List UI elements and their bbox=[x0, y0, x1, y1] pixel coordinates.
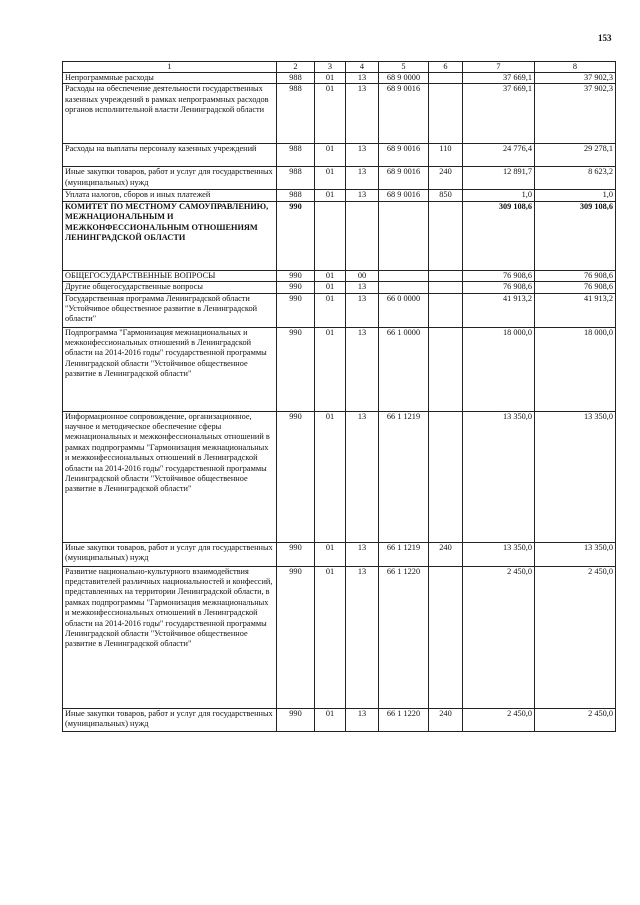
table-row bbox=[63, 144, 616, 167]
row-value-8: 1,0 bbox=[535, 190, 616, 201]
row-value-8: 41 913,2 bbox=[535, 293, 616, 327]
row-value-7: 13 350,0 bbox=[463, 542, 535, 566]
row-value-7: 2 450,0 bbox=[463, 708, 535, 731]
row-value-7: 309 108,6 bbox=[463, 201, 535, 270]
row-name: КОМИТЕТ ПО МЕСТНОМУ САМОУПРАВЛЕНИЮ, МЕЖНАЦИОНАЛЬНЫМ И МЕЖКОНФЕССИОНАЛЬНЫМ ОТНОШЕНИЯМ ЛЕНИНГРАДСКОЙ ОБЛАСТИ bbox=[63, 201, 277, 270]
row-code-2: 990 bbox=[277, 542, 315, 566]
row-code-2: 988 bbox=[277, 144, 315, 167]
row-value-8: 18 000,0 bbox=[535, 327, 616, 411]
table-row bbox=[63, 167, 616, 190]
row-value-8: 37 902,3 bbox=[535, 73, 616, 84]
row-name: Иные закупки товаров, работ и услуг для государственных (муниципальных) нужд bbox=[63, 542, 277, 566]
row-code-3: 01 bbox=[315, 73, 346, 84]
row-code-2: 990 bbox=[277, 201, 315, 270]
row-name: Расходы на обеспечение деятельности государственных казенных учреждений в рамках непрограммных расходов органов исполнительной власти Ленинградской области bbox=[63, 84, 277, 144]
row-name: Подпрограмма "Гармонизация межнациональных и межконфессиональных отношений в Ленинградской области на 2014-2016 годы" государственной программы Ленинградской области "Устойчивое общественное развитие в Ленинградской области" bbox=[63, 327, 277, 411]
row-code-5: 66 1 1220 bbox=[379, 708, 429, 731]
row-value-7: 12 891,7 bbox=[463, 167, 535, 190]
row-code-5 bbox=[379, 201, 429, 270]
row-code-2: 990 bbox=[277, 282, 315, 293]
table-row bbox=[63, 190, 616, 201]
row-code-3: 01 bbox=[315, 542, 346, 566]
row-code-4: 00 bbox=[346, 270, 379, 281]
row-code-5: 66 1 0000 bbox=[379, 327, 429, 411]
row-value-8: 8 623,2 bbox=[535, 167, 616, 190]
row-code-3: 01 bbox=[315, 270, 346, 281]
row-code-6: 240 bbox=[429, 708, 463, 731]
row-name: Развитие национально-культурного взаимодействия представителей различных национальностей и конфессий, представленных на территории Ленинградской области, в рамках подпрограммы "Гармонизация межнациональных и межконфессиональных отношений в Ленинградской области на 2014-2016 годы" государственной программы Ленинградской области "Устойчивое общественное развитие в Ленинградской области" bbox=[63, 566, 277, 708]
table-row bbox=[63, 201, 616, 270]
row-name: Уплата налогов, сборов и иных платежей bbox=[63, 190, 277, 201]
row-code-6 bbox=[429, 84, 463, 144]
row-code-3: 01 bbox=[315, 327, 346, 411]
row-code-6 bbox=[429, 270, 463, 281]
row-code-2: 990 bbox=[277, 293, 315, 327]
row-code-4: 13 bbox=[346, 708, 379, 731]
table-row bbox=[63, 542, 616, 566]
row-code-3: 01 bbox=[315, 167, 346, 190]
page-number: 153 bbox=[598, 33, 612, 43]
row-code-2: 990 bbox=[277, 566, 315, 708]
row-value-7: 1,0 bbox=[463, 190, 535, 201]
column-header-4: 4 bbox=[346, 62, 379, 73]
row-code-3: 01 bbox=[315, 411, 346, 542]
row-value-8: 37 902,3 bbox=[535, 84, 616, 144]
row-code-5: 68 9 0016 bbox=[379, 84, 429, 144]
row-code-2: 988 bbox=[277, 190, 315, 201]
row-code-5: 68 9 0016 bbox=[379, 167, 429, 190]
row-code-4: 13 bbox=[346, 566, 379, 708]
row-code-6 bbox=[429, 327, 463, 411]
row-code-2: 990 bbox=[277, 411, 315, 542]
row-value-7: 76 908,6 bbox=[463, 282, 535, 293]
row-value-8: 76 908,6 bbox=[535, 270, 616, 281]
table-header-row bbox=[63, 62, 616, 73]
row-code-6 bbox=[429, 73, 463, 84]
table-row bbox=[63, 84, 616, 144]
row-code-3: 01 bbox=[315, 144, 346, 167]
row-code-3: 01 bbox=[315, 84, 346, 144]
row-value-7: 37 669,1 bbox=[463, 73, 535, 84]
table-row bbox=[63, 708, 616, 731]
row-code-6 bbox=[429, 282, 463, 293]
row-code-2: 990 bbox=[277, 327, 315, 411]
row-code-2: 990 bbox=[277, 270, 315, 281]
row-value-8: 13 350,0 bbox=[535, 542, 616, 566]
row-code-6: 850 bbox=[429, 190, 463, 201]
row-code-3: 01 bbox=[315, 708, 346, 731]
row-name: Государственная программа Ленинградской области "Устойчивое общественное развитие в Ленинградской области" bbox=[63, 293, 277, 327]
row-value-8: 2 450,0 bbox=[535, 566, 616, 708]
row-code-3: 01 bbox=[315, 190, 346, 201]
row-code-5 bbox=[379, 270, 429, 281]
row-code-3: 01 bbox=[315, 282, 346, 293]
row-code-6: 240 bbox=[429, 542, 463, 566]
row-value-7: 13 350,0 bbox=[463, 411, 535, 542]
row-value-7: 37 669,1 bbox=[463, 84, 535, 144]
row-code-4: 13 bbox=[346, 293, 379, 327]
row-code-2: 988 bbox=[277, 73, 315, 84]
table-row bbox=[63, 411, 616, 542]
row-value-7: 24 776,4 bbox=[463, 144, 535, 167]
row-code-2: 990 bbox=[277, 708, 315, 731]
row-code-6: 110 bbox=[429, 144, 463, 167]
row-code-6 bbox=[429, 566, 463, 708]
row-code-4: 13 bbox=[346, 73, 379, 84]
row-code-3: 01 bbox=[315, 566, 346, 708]
row-code-5: 66 1 1219 bbox=[379, 542, 429, 566]
row-value-7: 2 450,0 bbox=[463, 566, 535, 708]
column-header-5: 5 bbox=[379, 62, 429, 73]
table-body bbox=[63, 73, 616, 732]
row-value-8: 76 908,6 bbox=[535, 282, 616, 293]
row-code-4: 13 bbox=[346, 144, 379, 167]
row-name: Информационное сопровождение, организационное, научное и методическое обеспечение сферы межнациональных и межконфессиональных отношений в рамках подпрограммы "Гармонизация межнациональных и межконфессиональных отношений в Ленинградской области на 2014-2016 годы" государственной программы Ленинградской области "Устойчивое общественное развитие в Ленинградской области" bbox=[63, 411, 277, 542]
budget-table bbox=[62, 61, 616, 732]
row-name: Непрограммные расходы bbox=[63, 73, 277, 84]
table-row bbox=[63, 73, 616, 84]
row-code-5: 66 0 0000 bbox=[379, 293, 429, 327]
row-code-5: 68 9 0016 bbox=[379, 190, 429, 201]
row-value-7: 18 000,0 bbox=[463, 327, 535, 411]
row-value-7: 41 913,2 bbox=[463, 293, 535, 327]
row-code-4: 13 bbox=[346, 190, 379, 201]
column-header-3: 3 bbox=[315, 62, 346, 73]
row-code-4: 13 bbox=[346, 84, 379, 144]
row-code-3: 01 bbox=[315, 293, 346, 327]
row-name: Иные закупки товаров, работ и услуг для государственных (муниципальных) нужд bbox=[63, 708, 277, 731]
row-code-6: 240 bbox=[429, 167, 463, 190]
table-row bbox=[63, 270, 616, 281]
row-code-4: 13 bbox=[346, 542, 379, 566]
row-code-4: 13 bbox=[346, 282, 379, 293]
row-code-4: 13 bbox=[346, 167, 379, 190]
row-code-5: 66 1 1220 bbox=[379, 566, 429, 708]
row-code-6 bbox=[429, 293, 463, 327]
row-name: Иные закупки товаров, работ и услуг для государственных (муниципальных) нужд bbox=[63, 167, 277, 190]
table-row bbox=[63, 282, 616, 293]
row-name: Расходы на выплаты персоналу казенных учреждений bbox=[63, 144, 277, 167]
row-code-6 bbox=[429, 411, 463, 542]
row-code-4: 13 bbox=[346, 327, 379, 411]
row-code-5: 66 1 1219 bbox=[379, 411, 429, 542]
row-value-7: 76 908,6 bbox=[463, 270, 535, 281]
row-code-5: 68 9 0016 bbox=[379, 144, 429, 167]
row-code-5: 68 9 0000 bbox=[379, 73, 429, 84]
row-value-8: 309 108,6 bbox=[535, 201, 616, 270]
row-name: ОБЩЕГОСУДАРСТВЕННЫЕ ВОПРОСЫ bbox=[63, 270, 277, 281]
row-code-2: 988 bbox=[277, 167, 315, 190]
table-row bbox=[63, 327, 616, 411]
table-row bbox=[63, 293, 616, 327]
row-name: Другие общегосударственные вопросы bbox=[63, 282, 277, 293]
table-row bbox=[63, 566, 616, 708]
row-code-6 bbox=[429, 201, 463, 270]
row-code-4: 13 bbox=[346, 411, 379, 542]
row-code-5 bbox=[379, 282, 429, 293]
row-code-2: 988 bbox=[277, 84, 315, 144]
row-code-4 bbox=[346, 201, 379, 270]
row-value-8: 13 350,0 bbox=[535, 411, 616, 542]
row-value-8: 29 278,1 bbox=[535, 144, 616, 167]
column-header-1: 1 bbox=[63, 62, 277, 73]
row-code-3 bbox=[315, 201, 346, 270]
row-value-8: 2 450,0 bbox=[535, 708, 616, 731]
column-header-7: 7 bbox=[463, 62, 535, 73]
column-header-2: 2 bbox=[277, 62, 315, 73]
column-header-6: 6 bbox=[429, 62, 463, 73]
column-header-8: 8 bbox=[535, 62, 616, 73]
